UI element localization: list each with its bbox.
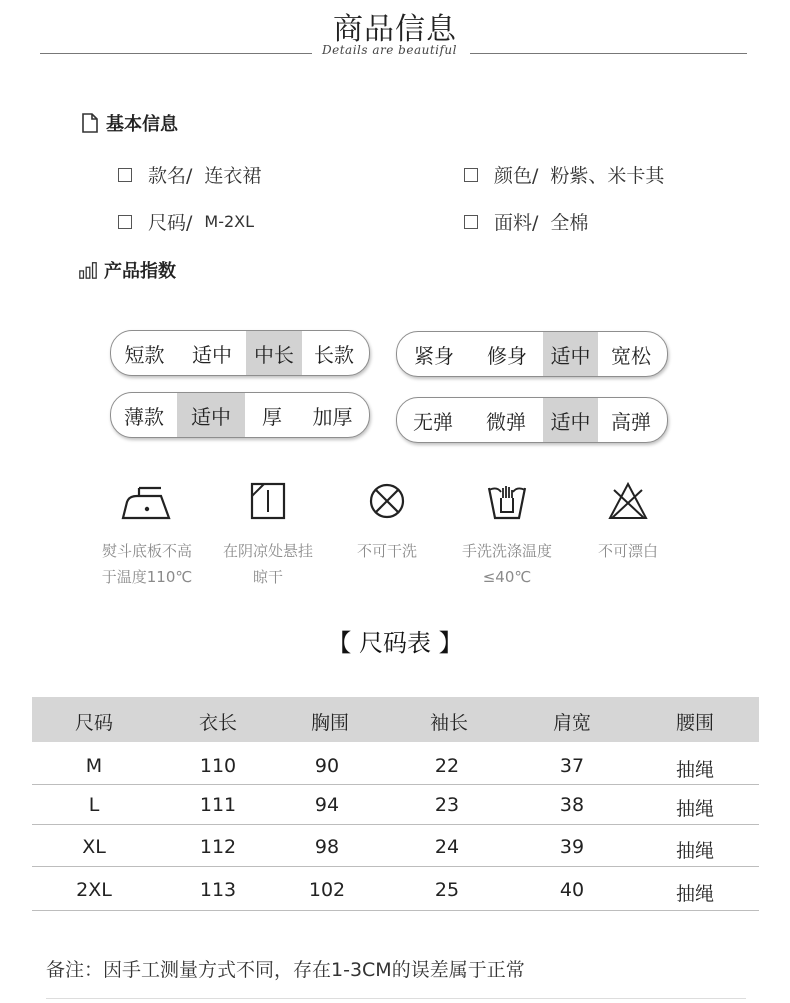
info-item-fabric bbox=[464, 208, 588, 235]
page-title: 商品信息 bbox=[333, 12, 457, 47]
table-cell: 111 bbox=[199, 794, 237, 816]
footer-divider bbox=[46, 998, 746, 999]
table-cell: 22 bbox=[434, 755, 460, 777]
table-cell: L bbox=[88, 794, 100, 816]
table-cell: 2XL bbox=[76, 879, 112, 901]
scale-option: 薄款 bbox=[124, 404, 164, 429]
row-divider bbox=[32, 866, 759, 867]
column-header: 腰围 bbox=[675, 712, 714, 734]
hand-wash-icon bbox=[477, 478, 537, 528]
table-cell: 25 bbox=[434, 879, 460, 901]
scale-option: 微弹 bbox=[486, 409, 526, 434]
scale-option-selected: 适中 bbox=[543, 332, 598, 376]
table-cell: XL bbox=[82, 836, 106, 858]
info-value: M-2XL bbox=[204, 212, 255, 231]
table-cell: 112 bbox=[199, 836, 237, 858]
document-icon bbox=[80, 112, 100, 134]
care-label-line: 熨斗底板不高 bbox=[101, 542, 192, 560]
scale-option-selected: 中长 bbox=[246, 331, 302, 375]
scale-option: 修身 bbox=[487, 343, 527, 368]
scale-option-selected: 适中 bbox=[177, 393, 245, 437]
column-header: 胸围 bbox=[310, 712, 349, 734]
basic-info-title: 基本信息 bbox=[106, 114, 178, 135]
table-cell: 抽绳 bbox=[675, 883, 714, 905]
row-divider bbox=[32, 784, 759, 785]
bar-chart-icon bbox=[78, 259, 98, 281]
info-item-size bbox=[118, 208, 254, 235]
table-cell: 23 bbox=[434, 794, 460, 816]
column-header: 肩宽 bbox=[552, 712, 591, 734]
do-not-dry-clean-icon bbox=[357, 478, 417, 528]
checkbox-icon bbox=[464, 168, 478, 182]
info-key: 尺码/ bbox=[148, 212, 193, 234]
care-label-drying bbox=[208, 538, 328, 590]
elasticity-scale bbox=[396, 397, 668, 443]
scale-option: 长款 bbox=[314, 342, 354, 367]
table-cell: 94 bbox=[314, 794, 340, 816]
info-key: 款名/ bbox=[148, 165, 193, 187]
table-cell: 抽绳 bbox=[675, 840, 714, 862]
table-cell: 抽绳 bbox=[675, 759, 714, 781]
thickness-scale bbox=[110, 392, 370, 438]
column-header: 尺码 bbox=[74, 712, 113, 734]
care-label-washing bbox=[447, 538, 567, 590]
scale-option: 厚 bbox=[262, 404, 282, 429]
care-label-line: 手洗洗涤温度 bbox=[461, 542, 552, 560]
measurement-note: 备注：因手工测量方式不同，存在1-3CM的误差属于正常 bbox=[46, 959, 525, 981]
info-key: 颜色/ bbox=[494, 165, 539, 187]
table-cell: 98 bbox=[314, 836, 340, 858]
scale-option: 紧身 bbox=[414, 343, 454, 368]
checkbox-icon bbox=[118, 168, 132, 182]
care-label-ironing bbox=[87, 538, 207, 590]
scale-option: 加厚 bbox=[312, 404, 353, 429]
length-scale bbox=[110, 330, 370, 376]
row-divider bbox=[32, 910, 759, 911]
row-divider bbox=[32, 824, 759, 825]
header-divider-right bbox=[470, 53, 747, 54]
scale-option: 短款 bbox=[124, 342, 165, 367]
care-label-line: 在阴凉处悬挂 bbox=[222, 542, 313, 560]
info-value: 连衣裙 bbox=[204, 165, 262, 187]
fit-scale bbox=[396, 331, 668, 377]
care-label-line: 晾干 bbox=[252, 568, 283, 586]
size-table-title: 【 尺码表 】 bbox=[327, 629, 463, 657]
table-cell: 抽绳 bbox=[675, 798, 714, 820]
care-label-line: 于温度110℃ bbox=[101, 568, 193, 586]
scale-option: 无弹 bbox=[413, 409, 453, 434]
table-cell: 102 bbox=[308, 879, 346, 901]
table-cell: 37 bbox=[559, 755, 585, 777]
care-label-line: 不可干洗 bbox=[356, 542, 417, 560]
checkbox-icon bbox=[464, 215, 478, 229]
scale-option: 高弹 bbox=[611, 409, 651, 434]
product-index-heading bbox=[78, 257, 176, 283]
table-cell: M bbox=[85, 755, 103, 777]
info-value: 全棉 bbox=[550, 212, 589, 234]
care-label-bleach bbox=[568, 538, 688, 564]
table-cell: 38 bbox=[559, 794, 585, 816]
header-divider-left bbox=[40, 53, 312, 54]
table-cell: 113 bbox=[199, 879, 237, 901]
column-header: 衣长 bbox=[198, 712, 237, 734]
table-cell: 90 bbox=[314, 755, 340, 777]
info-item-style bbox=[118, 161, 261, 188]
table-cell: 39 bbox=[559, 836, 585, 858]
checkbox-icon bbox=[118, 215, 132, 229]
care-label-line: 不可漂白 bbox=[597, 542, 658, 560]
info-value: 粉紫、米卡其 bbox=[550, 165, 665, 187]
scale-option: 宽松 bbox=[611, 343, 651, 368]
dry-in-shade-icon bbox=[238, 478, 298, 528]
column-header: 袖长 bbox=[429, 712, 468, 734]
info-key: 面料/ bbox=[494, 212, 539, 234]
table-cell: 40 bbox=[559, 879, 585, 901]
page-subtitle: Details are beautiful bbox=[322, 43, 457, 57]
care-label-line: ≤40℃ bbox=[482, 568, 532, 586]
table-cell: 110 bbox=[199, 755, 237, 777]
iron-low-temp-icon bbox=[117, 478, 177, 528]
do-not-bleach-icon bbox=[598, 478, 658, 528]
basic-info-heading bbox=[80, 110, 178, 136]
table-cell: 24 bbox=[434, 836, 460, 858]
product-index-title: 产品指数 bbox=[104, 261, 176, 282]
scale-option-selected: 适中 bbox=[543, 398, 598, 442]
scale-option: 适中 bbox=[192, 342, 232, 367]
info-item-color bbox=[464, 161, 664, 188]
care-label-dry-clean bbox=[327, 538, 447, 564]
